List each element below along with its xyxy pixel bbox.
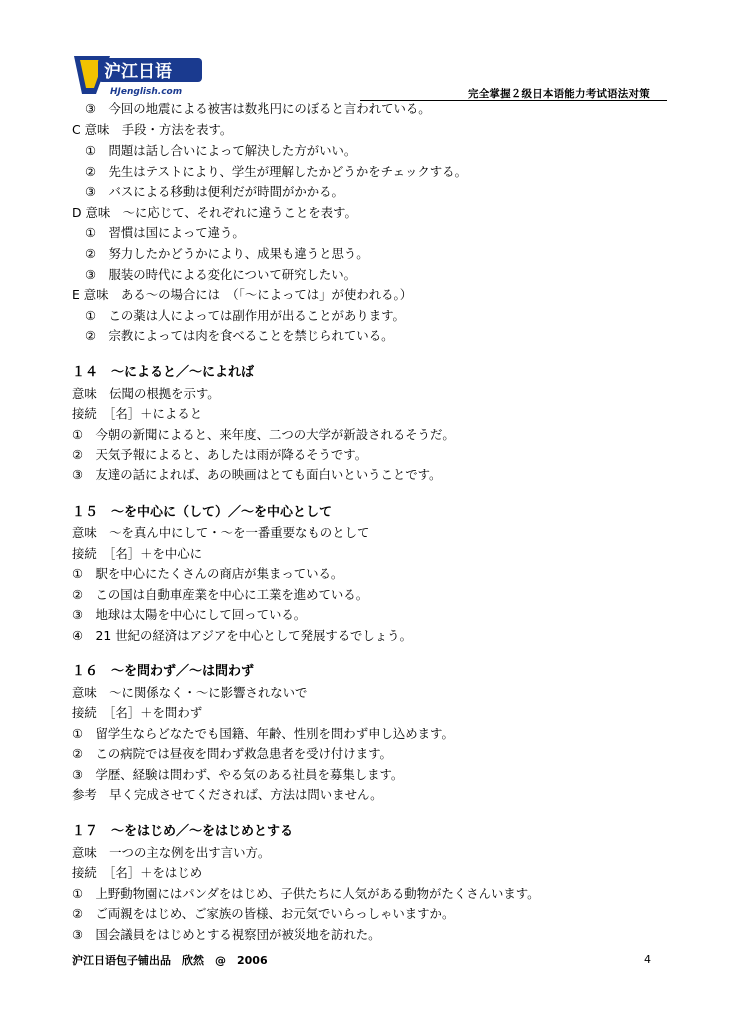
section-heading: １４ ～によると／～によれば (72, 365, 255, 380)
text-line: ① 問題は話し合いによって解決した方がいい。 (85, 143, 357, 158)
text-line: ② 宗教によっては肉を食べることを禁じられている。 (85, 328, 394, 343)
text-line: ② この病院では昼夜を問わず救急患者を受け付けます。 (72, 746, 392, 761)
text-line: 接続 ［名］＋によると (72, 406, 203, 421)
hujiang-logo (70, 50, 210, 98)
text-line: ② 先生はテストにより、学生が理解したかどうかをチェックする。 (85, 164, 467, 179)
text-line: ① 駅を中心にたくさんの商店が集まっている。 (72, 566, 344, 581)
section-heading: １７ ～をはじめ／～をはじめとする (72, 824, 294, 839)
text-line: ③ 国会議員をはじめとする視察団が被災地を訪れた。 (72, 927, 381, 942)
text-line: 参考 早く完成させてくだされば、方法は問いません。 (72, 787, 383, 802)
section-heading: １６ ～を問わず／～は問わず (72, 664, 255, 679)
text-line: ② ご両親をはじめ、ご家族の皆様、お元気でいらっしゃいますか。 (72, 906, 455, 921)
text-line: ③ バスによる移動は便利だが時間がかかる。 (85, 184, 344, 199)
text-line: 意味 ～に関係なく・～に影響されないで (72, 685, 308, 700)
logo-subtext: HJenglish.com (110, 87, 183, 97)
text-line: ② 努力したかどうかにより、成果も違うと思う。 (85, 246, 369, 261)
section-heading: １５ ～を中心に（して）／～を中心として (72, 505, 333, 520)
text-line: ① 上野動物園にはパンダをはじめ、子供たちに人気がある動物がたくさんいます。 (72, 886, 540, 901)
text-line: ③ 地球は太陽を中心にして回っている。 (72, 607, 307, 622)
text-line: ④ 21 世紀の経済はアジアを中心として発展するでしょう。 (72, 628, 412, 643)
footer-credit: 沪江日语包子铺出品 欣然 @ 2006 (72, 954, 268, 967)
text-line: 意味 一つの主な例を出す言い方。 (72, 845, 271, 860)
text-line: 接続 ［名］＋を問わず (72, 705, 203, 720)
text-line: ② 天気予報によると、あしたは雨が降るそうです。 (72, 447, 368, 462)
text-line: C 意味 手段・方法を表す。 (72, 122, 233, 137)
text-line: 接続 ［名］＋をはじめ (72, 865, 203, 880)
text-line: ③ 服装の時代による変化について研究したい。 (85, 267, 357, 282)
text-line: ① 留学生ならどなたでも国籍、年齢、性別を問わず申し込めます。 (72, 726, 454, 741)
page-number: 4 (644, 953, 651, 966)
document-title: 完全掌握２级日本语能力考试语法对策 (468, 88, 650, 100)
text-line: 接続 ［名］＋を中心に (72, 546, 203, 561)
text-line: ② この国は自動車産業を中心に工業を進めている。 (72, 587, 369, 602)
text-line: 意味 ～を真ん中にして・～を一番重要なものとして (72, 525, 370, 540)
text-line: ③ 友達の話によれば、あの映画はとても面白いということです。 (72, 467, 442, 482)
text-line: ① 習慣は国によって違う。 (85, 225, 245, 240)
text-line: ① 今朝の新聞によると、来年度、二つの大学が新設されるそうだ。 (72, 427, 455, 442)
text-line: D 意味 ～に応じて、それぞれに違うことを表す。 (72, 205, 357, 220)
text-line: E 意味 ある～の場合には （「～によっては」が使われる。） (72, 287, 413, 302)
text-line: ③ 今回の地震による被害は数兆円にのぼると言われている。 (85, 101, 431, 116)
logo-text: 沪江日语 (104, 62, 172, 82)
text-line: ① この薬は人によっては副作用が出ることがあります。 (85, 308, 405, 323)
text-line: ③ 学歴、経験は問わず、やる気のある社員を募集します。 (72, 767, 404, 782)
text-line: 意味 伝聞の根拠を示す。 (72, 386, 220, 401)
